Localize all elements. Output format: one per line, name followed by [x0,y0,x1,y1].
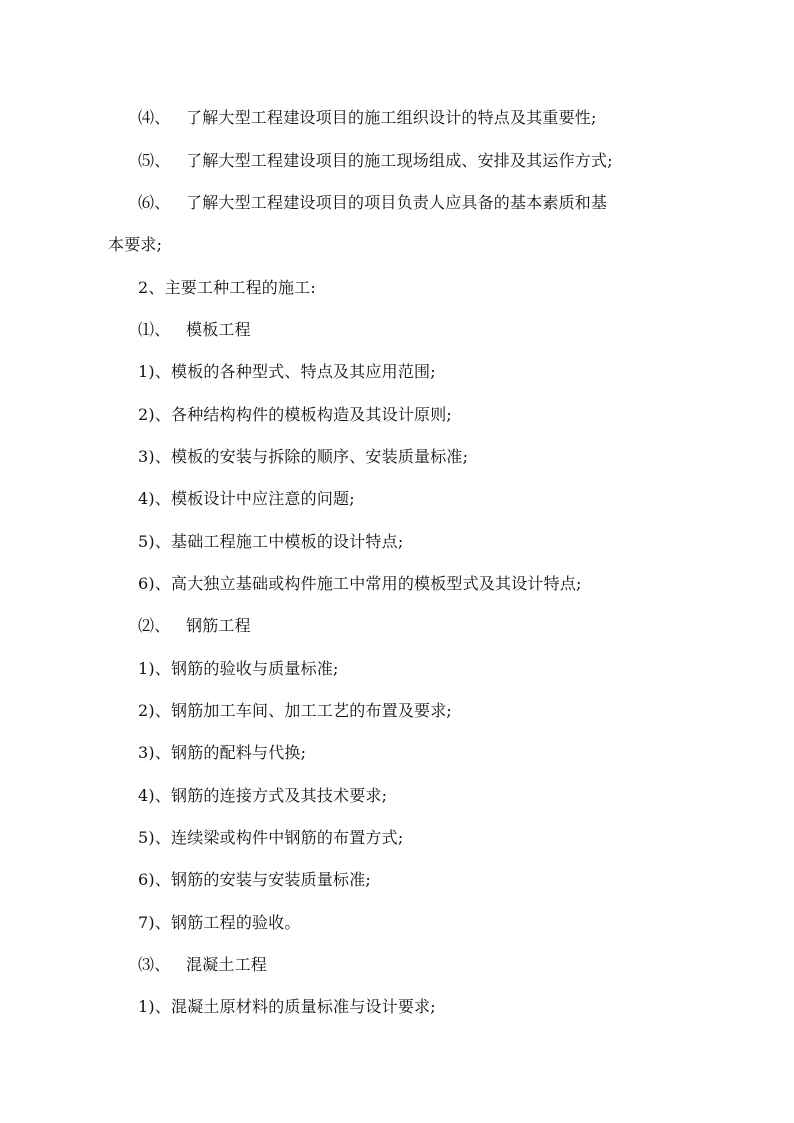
item-text: 4)、模板设计中应注意的问题; [138,489,355,508]
item-number: ⑴、 [138,320,171,339]
heading-text: 钢筋工程 [186,616,251,635]
item-text: 3)、模板的安装与拆除的顺序、安装质量标准; [138,447,469,466]
item-number: ⑶、 [138,955,171,974]
list-item [138,574,582,594]
list-item [138,447,468,467]
list-item [138,489,355,509]
item-text: 4)、钢筋的连接方式及其技术要求; [138,786,388,805]
list-item [138,701,452,721]
list-item [138,362,436,382]
list-item [138,151,613,171]
item-text: 1)、混凝土原材料的质量标准与设计要求; [138,997,436,1016]
item-text: 6)、钢筋的安装与安装质量标准; [138,870,372,889]
item-number: ⑹、 [138,193,171,212]
heading-text: 模板工程 [186,320,251,339]
item-text: 了解大型工程建设项目的项目负责人应具备的基本素质和基 [186,193,608,212]
list-item [138,532,403,552]
list-item [138,659,339,679]
list-item [138,828,403,848]
item-number: ⑵、 [138,616,171,635]
item-text: 1)、钢筋的验收与质量标准; [138,659,339,678]
item-text: 6)、高大独立基础或构件施工中常用的模板型式及其设计特点; [138,574,582,593]
list-item [138,108,597,128]
list-item [138,786,387,806]
list-item [138,870,371,890]
list-item [138,405,452,425]
list-item [138,997,436,1017]
list-item [138,743,306,763]
item-text: 2)、钢筋加工车间、加工工艺的布置及要求; [138,701,453,720]
list-item [138,193,607,213]
item-text: 3)、钢筋的配料与代换; [138,743,307,762]
item-text: 1)、模板的各种型式、特点及其应用范围; [138,362,436,381]
heading-text: 混凝土工程 [186,955,268,974]
item-number: ⑸、 [138,151,171,170]
item-text: 本要求; [108,235,163,254]
section-heading [138,278,316,298]
item-text: 2)、各种结构构件的模板构造及其设计原则; [138,405,453,424]
subsection-heading [138,955,267,975]
list-item [138,913,301,933]
item-text: 7)、钢筋工程的验收。 [138,913,301,932]
item-number: ⑷、 [138,108,171,127]
list-item-continuation [108,235,162,255]
item-text: 5)、连续梁或构件中钢筋的布置方式; [138,828,404,847]
item-text: 5)、基础工程施工中模板的设计特点; [138,532,404,551]
heading-text: 2、主要工种工程的施工: [138,278,316,297]
subsection-heading [138,320,251,340]
item-text: 了解大型工程建设项目的施工现场组成、安排及其运作方式; [186,151,613,170]
subsection-heading [138,616,251,636]
item-text: 了解大型工程建设项目的施工组织设计的特点及其重要性; [186,108,597,127]
